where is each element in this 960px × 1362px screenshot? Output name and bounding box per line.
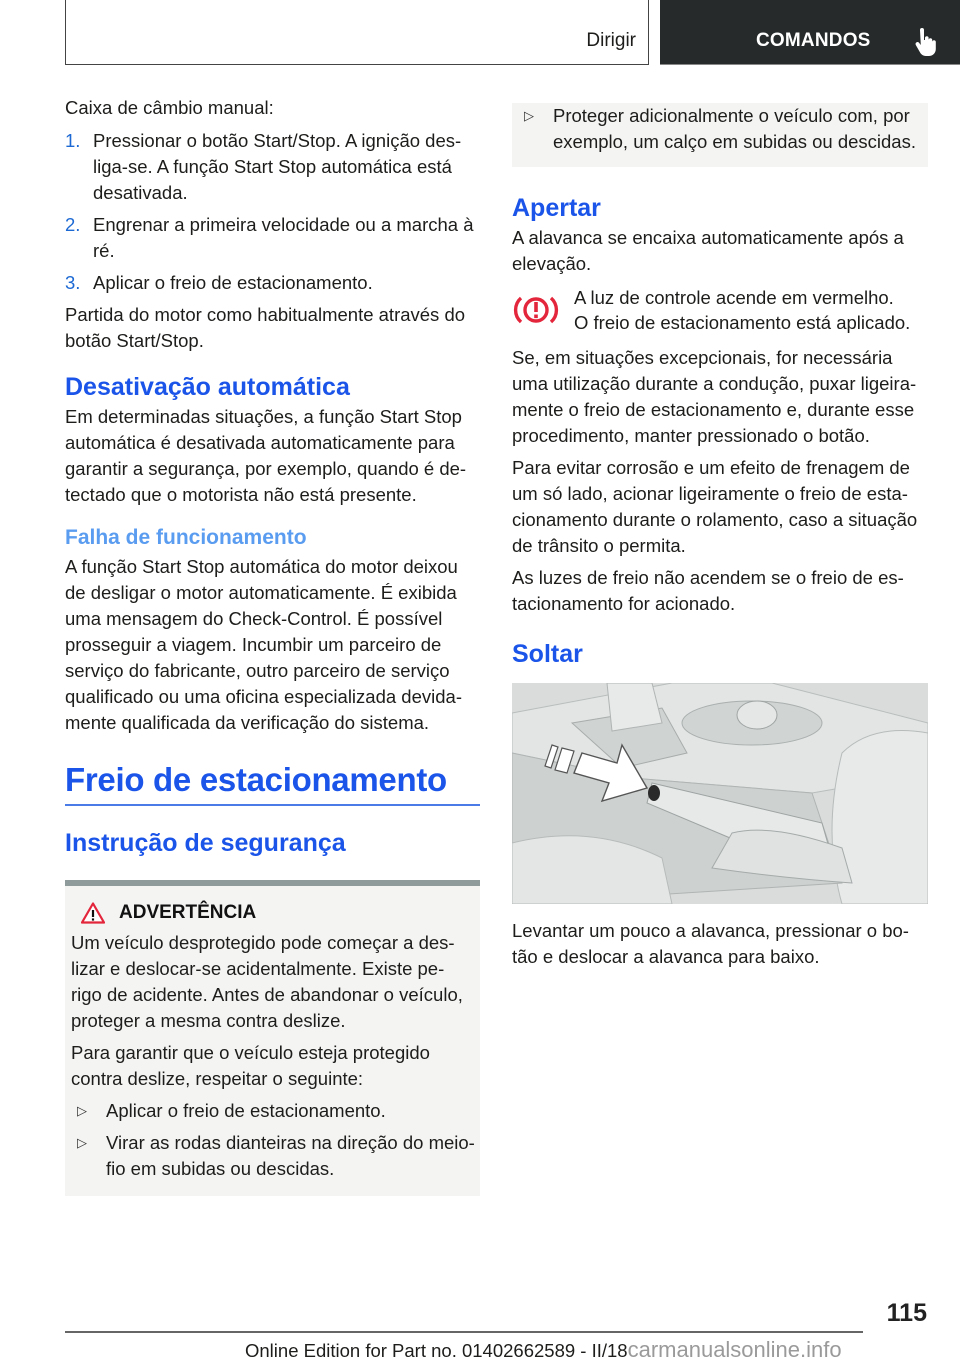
- list-item: [65, 270, 480, 296]
- triangle-bullet-icon: ▷: [77, 1103, 87, 1118]
- bullet-text: Aplicar o freio de estacionamento.: [106, 1100, 386, 1121]
- bullet-item: [65, 1098, 480, 1124]
- heading-soltar: Soltar: [512, 640, 583, 668]
- triangle-bullet-icon: ▷: [77, 1135, 87, 1150]
- parking-brake-lever-illustration: [512, 683, 928, 904]
- heading-desativacao: Desativação automática: [65, 373, 350, 401]
- list-text: Pressionar o botão Start/Stop. A ignição des-liga-se. A função Start Stop automática está desativada.: [93, 130, 462, 203]
- list-item: [65, 212, 480, 264]
- warning-text: Um veículo desprotegido pode começar a des-lizar e deslocar-se acidentalmente. Existe pe-rigo de acidente. Antes de abandonar o veículo, proteger a mesma contra deslize.: [71, 932, 463, 1031]
- section-title: Dirigir: [586, 30, 636, 51]
- apertar-paragraph: Se, em situações excepcionais, for necessária uma utilização durante a condução, puxar ligeira-mente o freio de estacionamento e, durante esse procedimento, manter pressionado o botão.: [512, 347, 917, 446]
- list-text: Engrenar a primeira velocidade ou a marcha à ré.: [93, 214, 474, 261]
- page-number: 115: [886, 1299, 927, 1327]
- chapter-title: COMANDOS: [756, 30, 871, 51]
- hand-pointer-icon: [914, 28, 936, 56]
- header-chapter-tab: [660, 0, 960, 65]
- soltar-text: Levantar um pouco a alavanca, pressionar o bo-tão e deslocar a alavanca para baixo.: [512, 920, 909, 967]
- desativacao-text: Em determinadas situações, a função Start Stop automática é desativada automaticamente para garantir a segurança, por exemplo, quando é de-tectado que o motorista não está presente.: [65, 406, 467, 505]
- apertar-paragraph: Para evitar corrosão e um efeito de frenagem de um só lado, acionar ligeiramente o freio de esta-cionamento durante o rolamento, caso a situação de trânsito o permita.: [512, 457, 918, 556]
- parking-brake-warning-icon: [512, 292, 560, 328]
- footer-rule: [65, 1331, 863, 1333]
- warning-triangle-icon: [81, 902, 105, 924]
- list-number: 3.: [65, 272, 81, 293]
- bullet-item: [512, 103, 928, 155]
- heading-falha: Falha de funcionamento: [65, 526, 307, 549]
- list-number: 2.: [65, 214, 81, 235]
- warning-box: [65, 880, 480, 1196]
- indicator-line: A luz de controle acende em vermelho.: [574, 287, 894, 308]
- bullet-text: Virar as rodas dianteiras na direção do meio-fio em subidas ou descidas.: [106, 1132, 475, 1179]
- intro-text: Caixa de câmbio manual:: [65, 97, 274, 118]
- list-number: 1.: [65, 130, 81, 151]
- heading-freio-estacionamento: Freio de estacionamento: [65, 761, 447, 798]
- heading-instrucao-seguranca: Instrução de segurança: [65, 829, 346, 857]
- illustration-drawing: [512, 683, 928, 904]
- indicator-text: [574, 285, 910, 335]
- indicator-row: [512, 285, 928, 335]
- footer-edition: [245, 1337, 842, 1362]
- bullet-item: [65, 1130, 480, 1182]
- warning-box-continued: [512, 103, 928, 167]
- triangle-bullet-icon: ▷: [524, 108, 534, 123]
- list-text: Aplicar o freio de estacionamento.: [93, 272, 373, 293]
- indicator-line: O freio de estacionamento está aplicado.: [574, 312, 911, 333]
- warning-text: Para garantir que o veículo esteja protegido contra deslize, respeitar o seguinte:: [71, 1042, 430, 1089]
- heading-apertar: Apertar: [512, 194, 601, 222]
- right-column: [512, 103, 928, 976]
- after-steps-text: Partida do motor como habitualmente através do botão Start/Stop.: [65, 304, 466, 351]
- header-section-box: [65, 0, 649, 65]
- left-column: [65, 95, 480, 1196]
- apertar-paragraph: As luzes de freio não acendem se o freio de es-tacionamento for acionado.: [512, 567, 904, 614]
- warning-label: ADVERTÊNCIA: [119, 902, 257, 923]
- list-item: [65, 128, 480, 206]
- bullet-text: Proteger adicionalmente o veículo com, por exemplo, um calço em subidas ou descidas.: [553, 105, 916, 152]
- edition-text: Online Edition for Part no. 01402662589 - II/18: [245, 1340, 628, 1361]
- warning-header: [65, 902, 480, 924]
- watermark: carmanualsonline.info: [627, 1337, 842, 1362]
- apertar-text: A alavanca se encaixa automaticamente após a elevação.: [512, 227, 904, 274]
- falha-text: A função Start Stop automática do motor deixou de desligar o motor automaticamente. É exibida uma mensagem do Check-Control. É possível prosseguir a viagem. Incumbir um parceiro de serviço do fabricante, outro parceiro de serviço qualificado ou uma oficina especializada devida-mente qualificada da verificação do sistema.: [65, 556, 462, 733]
- heading-rule: [65, 804, 480, 806]
